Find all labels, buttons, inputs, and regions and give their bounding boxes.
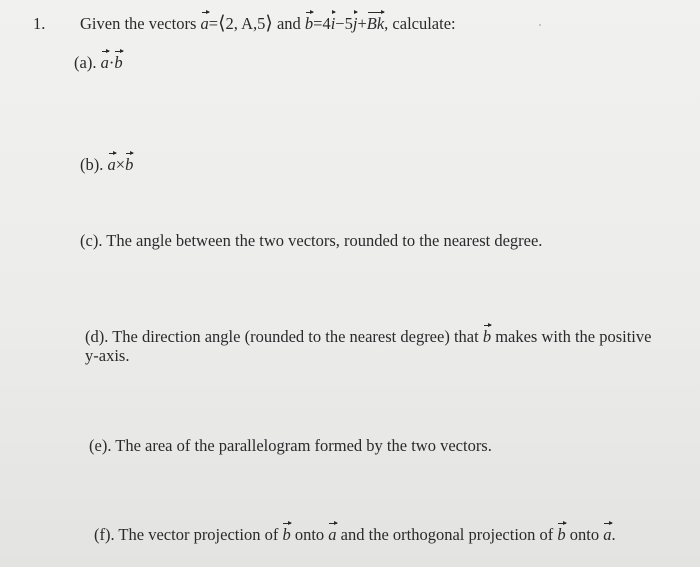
part-e: (e). The area of the parallelogram formed by the two vectors.: [89, 436, 492, 455]
and-word: and: [276, 14, 301, 33]
intro-prefix: Given the vectors: [80, 14, 197, 33]
part-d-line2: y-axis.: [85, 346, 130, 365]
question-intro: [80, 14, 456, 34]
b-coef-2: 5: [344, 14, 353, 33]
part-a-vec-b: b: [114, 53, 123, 72]
unit-i: i: [330, 14, 336, 33]
question-number: 1.: [33, 14, 46, 33]
part-f-text2: onto: [294, 525, 325, 544]
part-f-vec-a2: a: [603, 525, 612, 544]
part-f-text5: .: [611, 525, 616, 544]
part-a-vec-a: a: [100, 53, 109, 72]
part-b: [80, 155, 133, 175]
part-d-text-before: (d). The direction angle (rounded to the nearest degree) that: [85, 327, 479, 346]
equals-sign: =: [313, 14, 323, 33]
b-coef-1: 4: [322, 14, 331, 33]
part-f-vec-a1: a: [328, 525, 337, 544]
part-b-op: ×: [115, 155, 126, 174]
part-f-vec-b2: b: [557, 525, 566, 544]
part-a: [74, 53, 123, 73]
plus-sign: +: [357, 14, 367, 33]
minus-sign: −: [335, 14, 345, 33]
intro-suffix: , calculate:: [384, 14, 456, 33]
part-d: [85, 327, 651, 347]
unit-j: j: [352, 14, 358, 33]
part-b-vec-a: a: [107, 155, 116, 174]
part-b-label: (b).: [80, 155, 104, 174]
b-k-term: Bk: [366, 14, 385, 33]
equals-sign: =: [208, 14, 219, 33]
part-a-op: ·: [108, 53, 115, 72]
part-b-vec-b: b: [125, 155, 134, 174]
part-f-text3: and the orthogonal projection of: [340, 525, 554, 544]
vector-a-components: 2, A,5: [225, 14, 266, 33]
part-f: [94, 525, 616, 545]
vector-b-symbol: b: [304, 14, 314, 33]
vector-a-symbol: a: [200, 14, 209, 33]
angle-close: ⟩: [265, 13, 273, 34]
part-d-text-after: makes with the positive: [495, 327, 652, 346]
angle-open: ⟨: [218, 13, 226, 34]
part-d-vec-b: b: [482, 327, 492, 346]
stray-dot: [539, 24, 541, 26]
part-c: (c). The angle between the two vectors, rounded to the nearest degree.: [80, 231, 543, 250]
part-f-text1: (f). The vector projection of: [94, 525, 279, 544]
part-a-label: (a).: [74, 53, 97, 72]
part-f-text4: onto: [569, 525, 600, 544]
part-f-vec-b1: b: [282, 525, 291, 544]
